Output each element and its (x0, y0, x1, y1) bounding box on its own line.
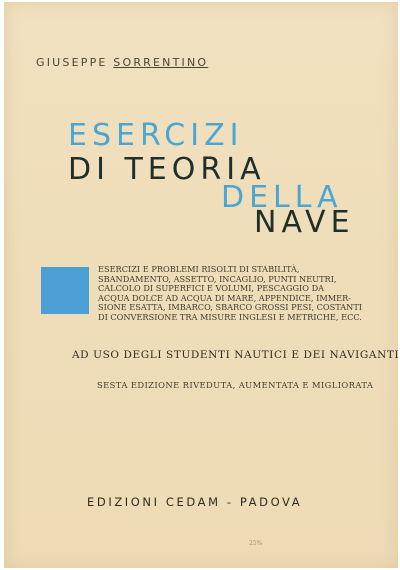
title-line-3: DELLA (221, 180, 343, 215)
author-name (36, 56, 208, 69)
description-block (98, 264, 363, 323)
edition-line: SESTA EDIZIONE RIVEDUTA, AUMENTATA E MIGLIORATA (97, 380, 374, 390)
audience-line: AD USO DEGLI STUDENTI NAUTICI E DEI NAVIGANTI (72, 349, 400, 361)
publisher-line: EDIZIONI CEDAM - PADOVA (87, 495, 303, 509)
description-line: DI CONVERSIONE TRA MISURE INGLESI E METRICHE, ECC. (98, 311, 362, 322)
description-line: CALCOLO DI SUPERFICI E VOLUMI, PESCAGGIO DA (98, 283, 325, 294)
blue-square-decoration (41, 267, 89, 314)
author-last-name: SORRENTINO (113, 56, 209, 69)
title-line-1: ESERCIZI (68, 118, 244, 153)
description-line: ACQUA DOLCE AD ACQUA DI MARE, APPENDICE, IMMER- (98, 292, 352, 303)
title-line-4: NAVE (254, 205, 355, 240)
description-line: SBANDAMENTO, ASSETTO, INCAGLIO, PUNTI NEUTRI, (98, 273, 337, 284)
title-line-2: DI TEORIA (68, 152, 266, 187)
description-line: ESERCIZI E PROBLEMI RISOLTI DI STABILITÀ, (98, 264, 300, 274)
author-first-name: GIUSEPPE (36, 56, 108, 69)
price-stamp: 25% (249, 540, 263, 547)
description-line: SIONE ESATTA, IMBARCO, SBARCO GROSSI PESI, COSTANTI (98, 302, 363, 313)
book-cover (4, 2, 398, 568)
